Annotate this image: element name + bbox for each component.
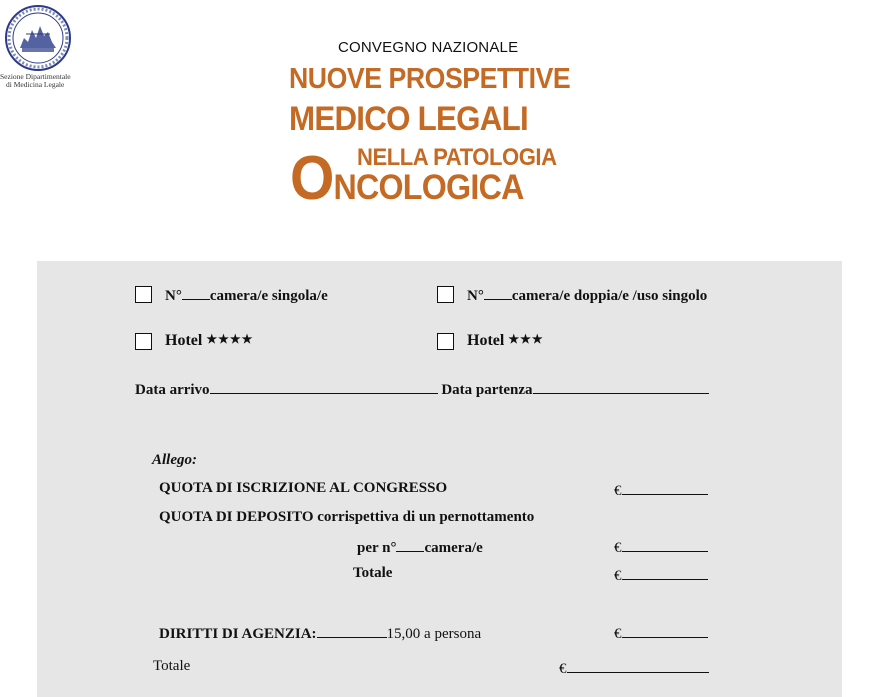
- double-room-prefix: N°: [467, 288, 484, 304]
- title-line-4-rest: NCOLOGICA: [333, 168, 524, 207]
- quota-deposito-label: [159, 509, 534, 526]
- title-line-1: NUOVE PROSPETTIVE: [289, 63, 571, 95]
- hotel-4-star-checkbox[interactable]: [135, 333, 152, 350]
- hotel-3-star-checkbox[interactable]: [437, 333, 454, 350]
- hotel-3-star-label: [467, 332, 544, 350]
- subtotal-amount: [614, 565, 708, 585]
- double-room-suffix: camera/e doppia/e /uso singolo: [511, 288, 708, 304]
- title-line-4-initial: O: [290, 144, 334, 213]
- diritti-total-field[interactable]: [622, 623, 708, 638]
- per-n-prefix: per n°: [357, 540, 397, 556]
- double-room-count-field[interactable]: [484, 285, 512, 300]
- subtotal-field[interactable]: [622, 565, 708, 580]
- dept-line-2: di Medicina Legale: [6, 80, 65, 89]
- title-line-2: MEDICO LEGALI: [289, 100, 528, 138]
- deposito-amount-field[interactable]: [622, 537, 708, 552]
- quota-iscrizione-amount: [614, 480, 708, 500]
- convegno-label: CONVEGNO NAZIONALE: [338, 39, 519, 56]
- diritti-label: DIRITTI DI AGENZIA:: [159, 626, 317, 642]
- quota-deposito-rest: corrispettiva di un pernottamento: [317, 509, 535, 525]
- departure-date-label: Data partenza: [441, 382, 533, 398]
- single-room-count-field[interactable]: [182, 285, 210, 300]
- euro-symbol: €: [614, 483, 622, 499]
- euro-symbol: €: [614, 626, 622, 642]
- title-line-4: [290, 144, 524, 213]
- diritti-amount: 15,00 a persona: [386, 626, 482, 642]
- arrival-date-field[interactable]: [210, 379, 438, 394]
- arrival-date-label: Data arrivo: [135, 382, 210, 398]
- per-n-count-field[interactable]: [396, 537, 424, 552]
- hotel-4-star-label: [165, 332, 253, 350]
- per-n-suffix: camera/e: [424, 540, 483, 556]
- quota-iscrizione-label: QUOTA DI ISCRIZIONE AL CONGRESSO: [159, 480, 448, 496]
- double-room-checkbox[interactable]: [437, 286, 454, 303]
- diritti-total-amount: [614, 623, 708, 643]
- dates-row: [135, 379, 709, 399]
- single-room-label: [165, 285, 328, 305]
- single-room-suffix: camera/e singola/e: [209, 288, 328, 304]
- euro-symbol: €: [614, 568, 622, 584]
- booking-form: [37, 261, 842, 697]
- diritti-field[interactable]: [317, 623, 387, 638]
- final-total-label: Totale: [153, 658, 191, 674]
- per-n-camera-label: [357, 537, 483, 557]
- final-total-amount: [559, 658, 709, 678]
- double-room-label: [467, 285, 707, 305]
- dept-line-1: Sezione Dipartimentale: [0, 72, 71, 81]
- three-stars-icon: ★★★: [508, 332, 544, 346]
- quota-iscrizione-field[interactable]: [622, 480, 708, 495]
- allego-label: Allego:: [152, 452, 197, 468]
- departure-date-field[interactable]: [533, 379, 709, 394]
- four-stars-icon: ★★★★: [206, 332, 254, 346]
- title-line-3: NELLA PATOLOGIA: [357, 144, 557, 171]
- diritti-row: [159, 623, 481, 643]
- quota-deposito-bold: QUOTA DI DEPOSITO: [159, 509, 314, 525]
- final-total-field[interactable]: [567, 658, 709, 673]
- university-logo: [0, 0, 80, 100]
- euro-symbol: €: [559, 661, 567, 677]
- subtotal-label: Totale: [353, 565, 393, 581]
- single-room-checkbox[interactable]: [135, 286, 152, 303]
- hotel-3-star-text: Hotel: [467, 332, 505, 349]
- hotel-4-star-text: Hotel: [165, 332, 203, 349]
- single-room-prefix: N°: [165, 288, 182, 304]
- university-seal-icon: [4, 4, 72, 72]
- deposito-amount: [614, 537, 708, 557]
- euro-symbol: €: [614, 540, 622, 556]
